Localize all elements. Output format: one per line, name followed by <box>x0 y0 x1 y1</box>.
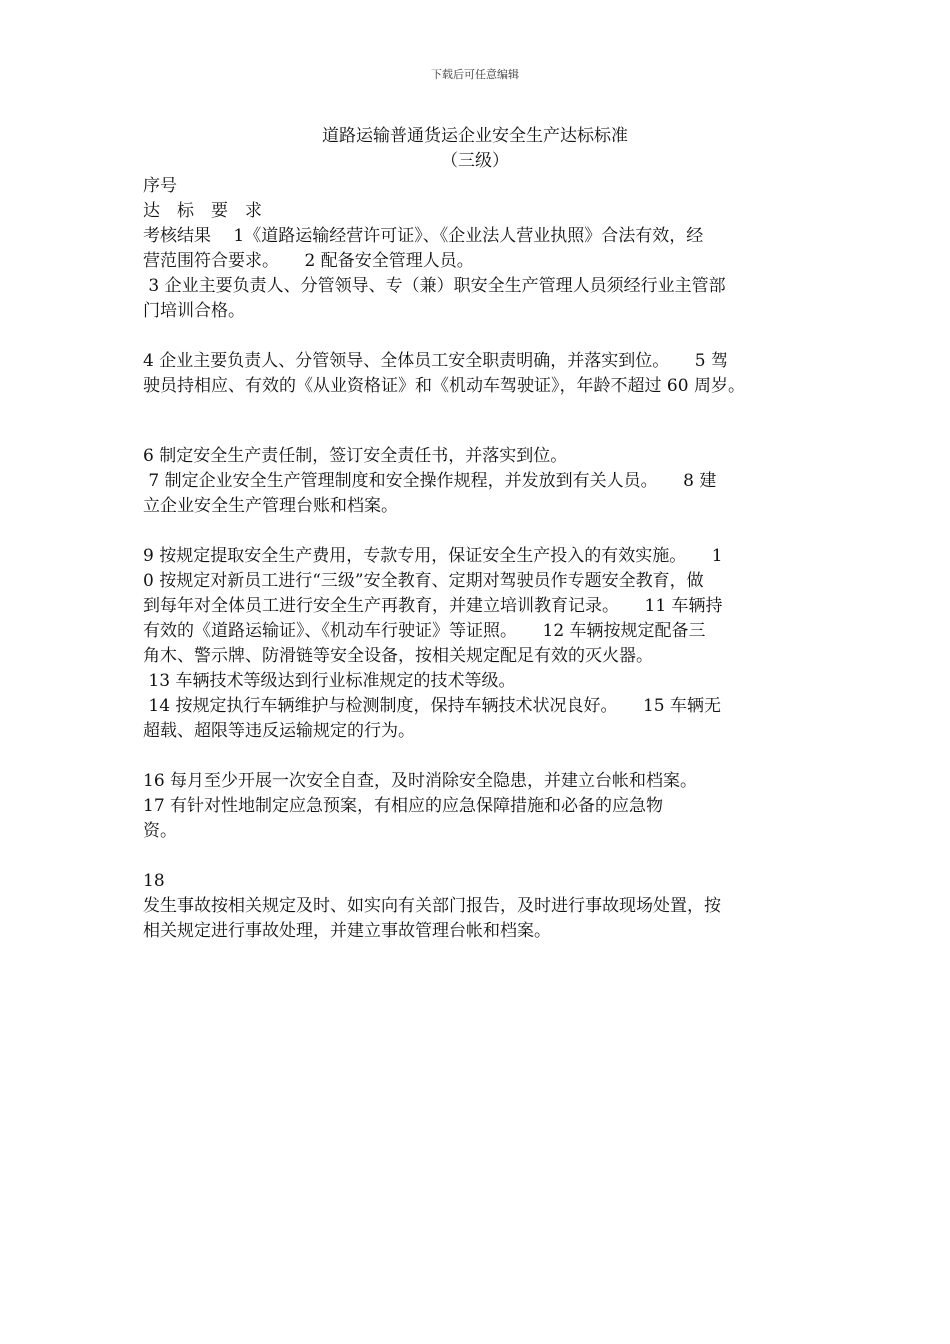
text-line: 序号 <box>143 176 177 196</box>
text-line: 驶员持相应、有效的《从业资格证》和《机动车驾驶证》，年龄不超过 60 周岁。 <box>143 376 745 396</box>
text-line: 立企业安全生产管理台账和档案。 <box>143 496 398 516</box>
text-line: 角木、警示牌、防滑链等安全设备，按相关规定配足有效的灭火器。 <box>143 646 653 666</box>
text-line: 相关规定进行事故处理，并建立事故管理台帐和档案。 <box>143 921 551 941</box>
text-line: 超载、超限等违反运输规定的行为。 <box>143 721 415 741</box>
text-line: 营范围符合要求。 2 配备安全管理人员。 <box>143 251 474 271</box>
text-line: 18 <box>143 871 165 891</box>
text-line: 0 按规定对新员工进行“三级”安全教育、定期对驾驶员作专题安全教育，做 <box>143 571 704 591</box>
text-line: 到每年对全体员工进行安全生产再教育，并建立培训教育记录。 11 车辆持 <box>143 596 723 616</box>
spacer <box>143 519 823 544</box>
spacer <box>143 844 823 869</box>
text-line: 门培训合格。 <box>143 301 245 321</box>
text-line: 7 制定企业安全生产管理制度和安全操作规程，并发放到有关人员。 8 建 <box>143 471 717 491</box>
document-body <box>143 174 823 944</box>
text-line: 13 车辆技术等级达到行业标准规定的技术等级。 <box>143 671 516 691</box>
spacer <box>143 324 823 349</box>
text-line: 发生事故按相关规定及时、如实向有关部门报告，及时进行事故现场处置，按 <box>143 896 721 916</box>
document-title: 道路运输普通货运企业安全生产达标标准 <box>322 126 628 146</box>
header-note: 下载后可任意编辑 <box>431 68 519 81</box>
text-line: 资。 <box>143 821 177 841</box>
text-line: 3 企业主要负责人、分管领导、专（兼）职安全生产管理人员须经行业主管部 <box>143 276 726 296</box>
spacer <box>143 399 823 444</box>
text-line: 6 制定安全生产责任制，签订安全责任书，并落实到位。 <box>143 446 568 466</box>
text-line: 16 每月至少开展一次安全自查，及时消除安全隐患，并建立台帐和档案。 <box>143 771 698 791</box>
spacer <box>143 744 823 769</box>
text-line: 达 标 要 求 <box>143 201 262 221</box>
text-line: 17 有针对性地制定应急预案，有相应的应急保障措施和必备的应急物 <box>143 796 664 816</box>
document-subtitle: （三级） <box>441 151 509 171</box>
text-line: 14 按规定执行车辆维护与检测制度，保持车辆技术状况良好。 15 车辆无 <box>143 696 721 716</box>
text-line: 9 按规定提取安全生产费用，专款专用，保证安全生产投入的有效实施。 1 <box>143 546 723 566</box>
text-line: 有效的《道路运输证》、《机动车行驶证》等证照。 12 车辆按规定配备三 <box>143 621 706 641</box>
text-line: 考核结果 1《道路运输经营许可证》、《企业法人营业执照》合法有效，经 <box>143 226 704 246</box>
text-line: 4 企业主要负责人、分管领导、全体员工安全职责明确，并落实到位。 5 驾 <box>143 351 728 371</box>
